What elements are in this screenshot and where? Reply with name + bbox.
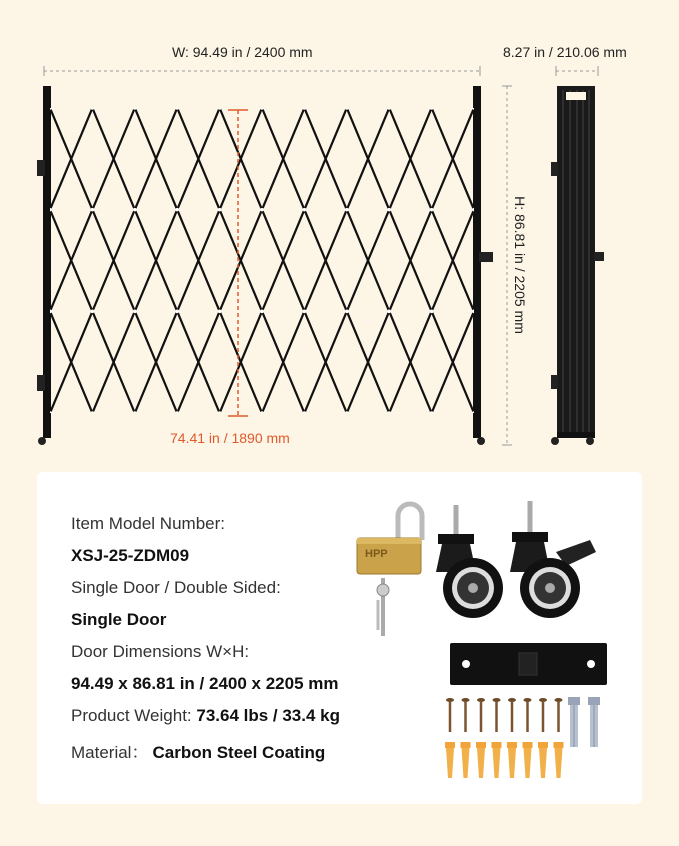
product-weight-value: 73.64 lbs / 33.4 kg [196,706,341,725]
height-dimension-label: H: 86.81 in / 2205 mm [512,196,528,334]
material-label: Material： [71,743,149,762]
product-weight-label: Product Weight: [71,706,197,725]
material-value: Carbon Steel Coating [152,743,326,762]
door-type-value: Single Door [71,610,167,629]
width-dimension-label: W: 94.49 in / 2400 mm [172,44,313,60]
door-dimensions-label: Door Dimensions W×H: [71,642,250,661]
door-dimensions-value: 94.49 x 86.81 in / 2400 x 2205 mm [71,674,339,693]
padlock-brand: HPP [365,548,388,560]
retracted-dimension-label: 74.41 in / 1890 mm [170,430,290,446]
model-number-value: XSJ-25-ZDM09 [71,546,190,565]
model-number-label: Item Model Number: [71,514,225,533]
depth-dimension-label: 8.27 in / 210.06 mm [503,44,627,60]
door-type-label: Single Door / Double Sided: [71,578,281,597]
